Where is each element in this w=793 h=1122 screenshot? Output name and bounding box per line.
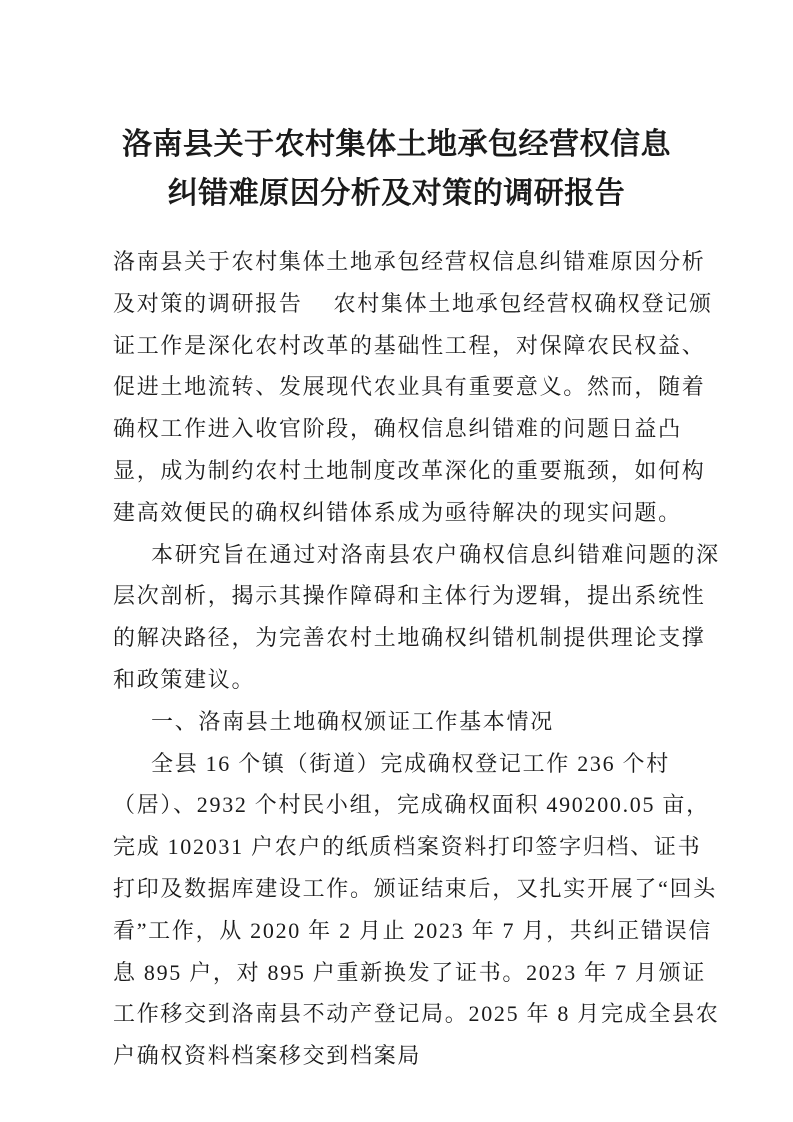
document-body: [113, 241, 721, 1077]
body-paragraph: 洛南县关于农村集体土地承包经营权信息纠错难原因分析及对策的调研报告 农村集体土地承包经营权确权登记颁证工作是深化农村改革的基础性工程，对保障农民权益、促进土地流转、发展现代农业具有重要意义。然而，随着确权工作进入收官阶段，确权信息纠错难的问题日益凸显，成为制约农村土地制度改革深化的重要瓶颈，如何构建高效便民的确权纠错体系成为亟待解决的现实问题。: [113, 249, 713, 525]
body-paragraph: 本研究旨在通过对洛南县农户确权信息纠错难问题的深层次剖析，揭示其操作障碍和主体行为逻辑，提出系统性的解决路径，为完善农村土地确权纠错机制提供理论支撑和政策建议。: [113, 541, 720, 692]
document-title-block: [0, 120, 793, 218]
section-heading: 一、洛南县土地确权颁证工作基本情况: [151, 708, 554, 734]
body-paragraph: 全县 16 个镇（街道）完成确权登记工作 236 个村（居）、2932 个村民小组，完成确权面积 490200.05 亩，完成 102031 户农户的纸质档案资料打印签字归档、证书打印及数据库建设工作。颁证结束后，又扎实开展了“回头看”工作，从 2020 年 2 月止 2023 年 7 月，共纠正错误信息 895 户，对 895 户重新换发了证书。2023 年 7 月颁证工作移交到洛南县不动产登记局。2025 年 8 月完成全县农户确权资料档案移交到档案局: [113, 750, 720, 1069]
document-title: 洛南县关于农村集体土地承包经营权信息纠错难原因分析及对策的调研报告: [122, 128, 671, 210]
